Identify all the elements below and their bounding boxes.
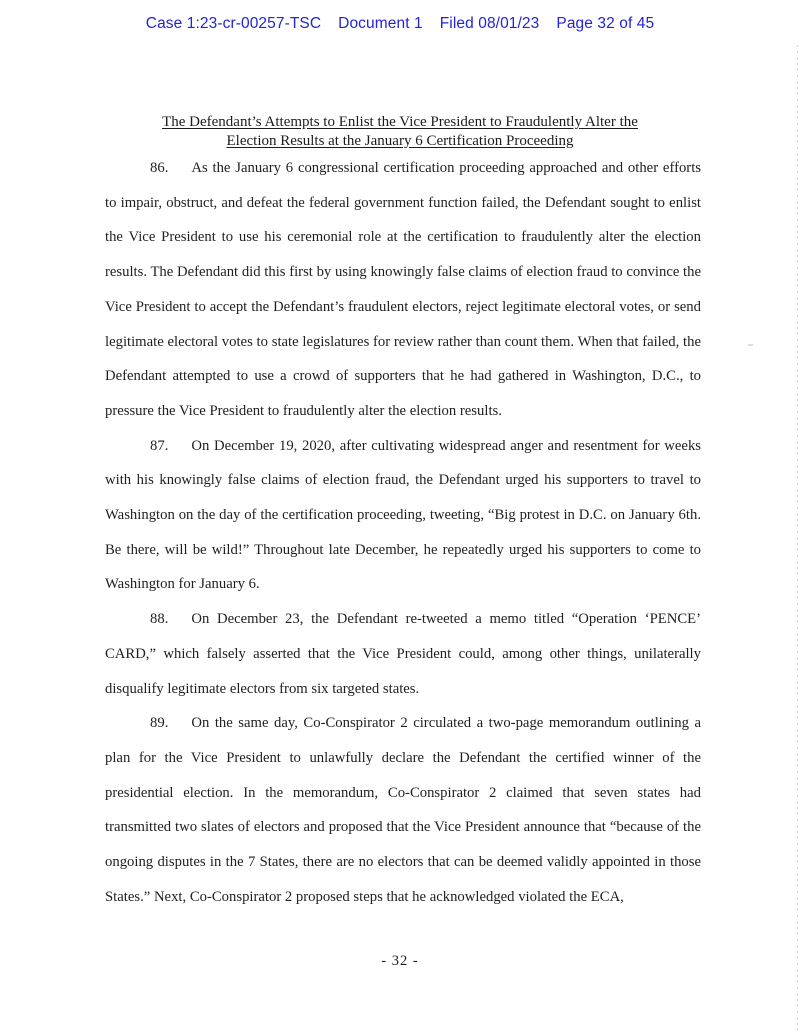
section-heading — [100, 113, 700, 150]
paragraph-number: 86. — [150, 160, 169, 176]
section-heading-line-1: The Defendant’s Attempts to Enlist the Vice President to Fraudulently Alter the — [162, 114, 638, 130]
paragraph-number: 87. — [150, 437, 169, 454]
paragraph-text: As the January 6 congressional certification proceeding approached and other efforts to impair, obstruct, and defeat the federal government function failed, the Defendant sought to enlist the Vice President to use his ceremonial role at the certification to fraudulently alter the election results. The Defendant did this first by using knowingly false claims of election fraud to convince the Vice President to accept the Defendant’s fraudulent electors, reject legitimate electoral votes, or send legitimate electoral votes to state legislatures for review rather than count them. When that failed, the Defendant attempted to use a crowd of supporters that he had gathered in Washington, D.C., to pressure the Vice President to fraudulently alter the election results. — [105, 160, 701, 419]
paragraph-89 — [105, 706, 701, 914]
paragraph-number: 88. — [150, 611, 169, 628]
ecf-header-stamp — [0, 15, 800, 33]
paragraph-text: On December 19, 2020, after cultivating widespread anger and resentment for weeks with his knowingly false claims of election fraud, the Defendant urged his supporters to travel to Washington on the day of the certification proceeding, tweeting, “Big protest in D.C. on January 6th. Be there, will be wild!” Throughout late December, he repeatedly urged his supporters to come to Washington for January 6. — [105, 437, 701, 593]
case-number: Case 1:23-cr-00257-TSC — [145, 15, 322, 32]
page-number-footer: - 32 - — [381, 953, 419, 969]
section-heading-line-2: Election Results at the January 6 Certification Proceeding — [226, 132, 574, 149]
page-of-pages: Page 32 of 45 — [556, 15, 655, 32]
paragraph-87 — [105, 429, 701, 603]
paragraph-text: On December 23, the Defendant re-tweeted a memo titled “Operation ‘PENCE’ CARD,” which falsely asserted that the Vice President could, among other things, unilaterally disqualify legitimate electors from six targeted states. — [105, 611, 701, 697]
document-number: Document 1 — [338, 15, 423, 32]
paragraph-86 — [105, 151, 701, 429]
paragraph-88 — [105, 602, 701, 706]
scan-artifact-dot — [748, 344, 753, 346]
paragraph-number: 89. — [150, 715, 169, 732]
filed-date: Filed 08/01/23 — [439, 15, 540, 32]
scan-artifact-right-edge — [797, 45, 798, 1035]
paragraph-text: On the same day, Co-Conspirator 2 circulated a two-page memorandum outlining a plan for the Vice President to unlawfully declare the Defendant the certified winner of the presidential election. In the memorandum, Co-Conspirator 2 claimed that seven states had transmitted two slates of electors and proposed that the Vice President announce that “because of the ongoing disputes in the 7 States, there are no electors that can be deemed validly appointed in those States.” Next, Co-Conspirator 2 proposed steps that he acknowledged violated the ECA, — [105, 715, 701, 905]
document-body — [105, 151, 701, 914]
